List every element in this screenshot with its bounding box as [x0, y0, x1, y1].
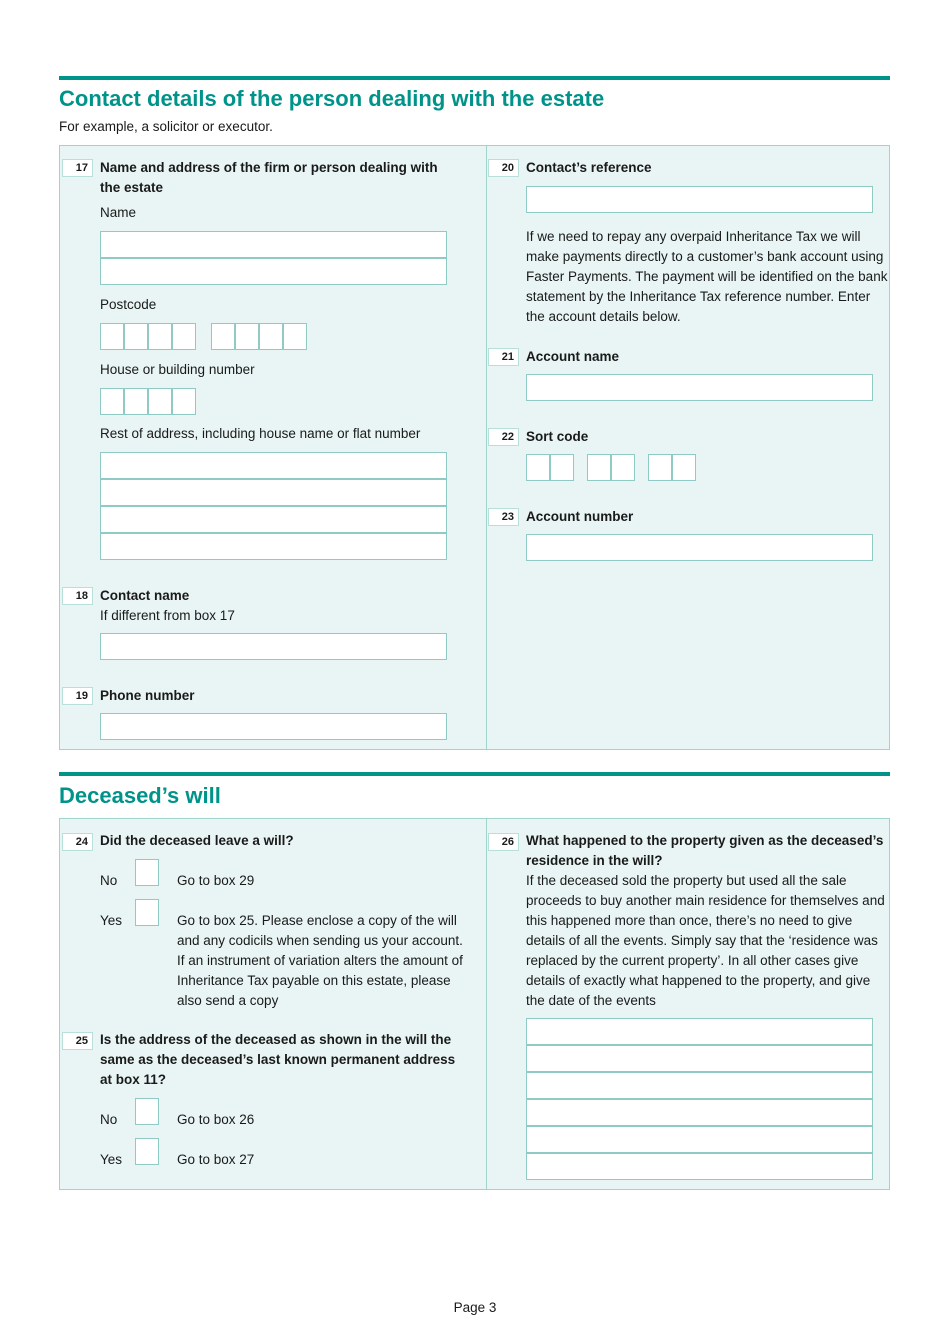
- box-number-26: 26: [488, 833, 519, 851]
- address-yes-goto: Go to box 27: [177, 1152, 255, 1167]
- contact-name-label: Contact name: [100, 588, 190, 603]
- contacts-reference-field[interactable]: [526, 186, 873, 213]
- contact-name-hint: If different from box 17: [100, 608, 235, 623]
- name-field-line-1[interactable]: [100, 231, 447, 258]
- account-name-label: Account name: [526, 349, 620, 364]
- sort-code-cell[interactable]: [672, 454, 696, 481]
- house-number-cell[interactable]: [124, 388, 148, 415]
- will-no-goto: Go to box 29: [177, 873, 255, 888]
- address-field-line-1[interactable]: [100, 452, 447, 479]
- section-title-contact: Contact details of the person dealing with the estate: [59, 86, 605, 111]
- contacts-reference-label: Contact’s reference: [526, 160, 652, 175]
- phone-number-label: Phone number: [100, 688, 195, 703]
- sort-code-cell[interactable]: [648, 454, 672, 481]
- contact-details-panel: [59, 145, 890, 750]
- house-number-label: House or building number: [100, 362, 255, 377]
- will-no-label: No: [100, 873, 118, 888]
- address-no-label: No: [100, 1112, 118, 1127]
- sort-code-cell[interactable]: [526, 454, 550, 481]
- will-no-checkbox[interactable]: [135, 859, 159, 886]
- will-yes-goto: Go to box 25. Please enclose a copy of the will and any codicils when sending us your account. If an instrument of variation alters the amount of Inheritance Tax payable on this estate, please also send a copy: [177, 913, 463, 1008]
- deceased-will-panel: [59, 818, 890, 1190]
- account-number-field[interactable]: [526, 534, 873, 561]
- section-title-will: Deceased’s will: [59, 783, 221, 808]
- property-question-label: What happened to the property given as the deceased’s residence in the will?: [526, 833, 884, 868]
- section-subtitle-contact: For example, a solicitor or executor.: [59, 119, 273, 134]
- name-label: Name: [100, 205, 137, 220]
- address-yes-checkbox[interactable]: [135, 1138, 159, 1165]
- house-number-cell[interactable]: [172, 388, 196, 415]
- postcode-cell[interactable]: [172, 323, 196, 350]
- address-yes-label: Yes: [100, 1152, 123, 1167]
- postcode-cell[interactable]: [148, 323, 172, 350]
- will-yes-checkbox[interactable]: [135, 899, 159, 926]
- account-number-label: Account number: [526, 509, 634, 524]
- box-number-17: 17: [62, 159, 93, 177]
- box-number-20: 20: [488, 159, 519, 177]
- property-details-line-3[interactable]: [526, 1072, 873, 1099]
- page-number: Page 3: [453, 1300, 497, 1315]
- box-number-19: 19: [62, 687, 93, 705]
- box-number-24: 24: [62, 833, 93, 851]
- section-rule-will: [59, 772, 890, 776]
- will-question-label: Did the deceased leave a will?: [100, 833, 294, 848]
- address-no-checkbox[interactable]: [135, 1098, 159, 1125]
- property-explanation-text: If the deceased sold the property but used all the sale proceeds to buy another main residence for themselves and this happened more than once, there’s no need to give details of all the events. Simply say that the ‘residence was replaced by the current property’. In all other cases give details of exactly what happened to the property, and give the date of the events: [526, 873, 885, 1008]
- column-divider: [486, 819, 487, 1189]
- account-name-field[interactable]: [526, 374, 873, 401]
- postcode-cell[interactable]: [283, 323, 307, 350]
- property-details-line-1[interactable]: [526, 1018, 873, 1045]
- postcode-cell[interactable]: [235, 323, 259, 350]
- address-match-question-label: Is the address of the deceased as shown in the will the same as the deceased’s last known permanent address at box 11?: [100, 1032, 456, 1087]
- contact-name-field[interactable]: [100, 633, 447, 660]
- property-details-line-2[interactable]: [526, 1045, 873, 1072]
- column-divider: [486, 146, 487, 749]
- property-details-line-4[interactable]: [526, 1099, 873, 1126]
- sort-code-label: Sort code: [526, 429, 589, 444]
- house-number-cell[interactable]: [148, 388, 172, 415]
- box-number-25: 25: [62, 1032, 93, 1050]
- address-field-line-3[interactable]: [100, 506, 447, 533]
- box-17-label: Name and address of the firm or person dealing with the estate: [100, 160, 438, 195]
- section-rule-contact: [59, 76, 890, 80]
- box-number-23: 23: [488, 508, 519, 526]
- postcode-label: Postcode: [100, 297, 157, 312]
- name-field-line-2[interactable]: [100, 258, 447, 285]
- address-no-goto: Go to box 26: [177, 1112, 255, 1127]
- sort-code-cell[interactable]: [550, 454, 574, 481]
- sort-code-cell[interactable]: [587, 454, 611, 481]
- postcode-cell[interactable]: [124, 323, 148, 350]
- house-number-cell[interactable]: [100, 388, 124, 415]
- will-yes-label: Yes: [100, 913, 123, 928]
- postcode-cell[interactable]: [100, 323, 124, 350]
- property-details-line-6[interactable]: [526, 1153, 873, 1180]
- rest-of-address-label: Rest of address, including house name or flat number: [100, 426, 421, 441]
- box-number-21: 21: [488, 348, 519, 366]
- phone-number-field[interactable]: [100, 713, 447, 740]
- address-field-line-2[interactable]: [100, 479, 447, 506]
- postcode-cell[interactable]: [259, 323, 283, 350]
- postcode-cell[interactable]: [211, 323, 235, 350]
- address-field-line-4[interactable]: [100, 533, 447, 560]
- repayment-info-text: If we need to repay any overpaid Inheritance Tax we will make payments directly to a customer’s bank account using Faster Payments. The payment will be identified on the bank statement by the Inheritance Tax reference number. Enter the account details below.: [526, 229, 888, 324]
- sort-code-cell[interactable]: [611, 454, 635, 481]
- property-details-line-5[interactable]: [526, 1126, 873, 1153]
- box-number-18: 18: [62, 587, 93, 605]
- box-number-22: 22: [488, 428, 519, 446]
